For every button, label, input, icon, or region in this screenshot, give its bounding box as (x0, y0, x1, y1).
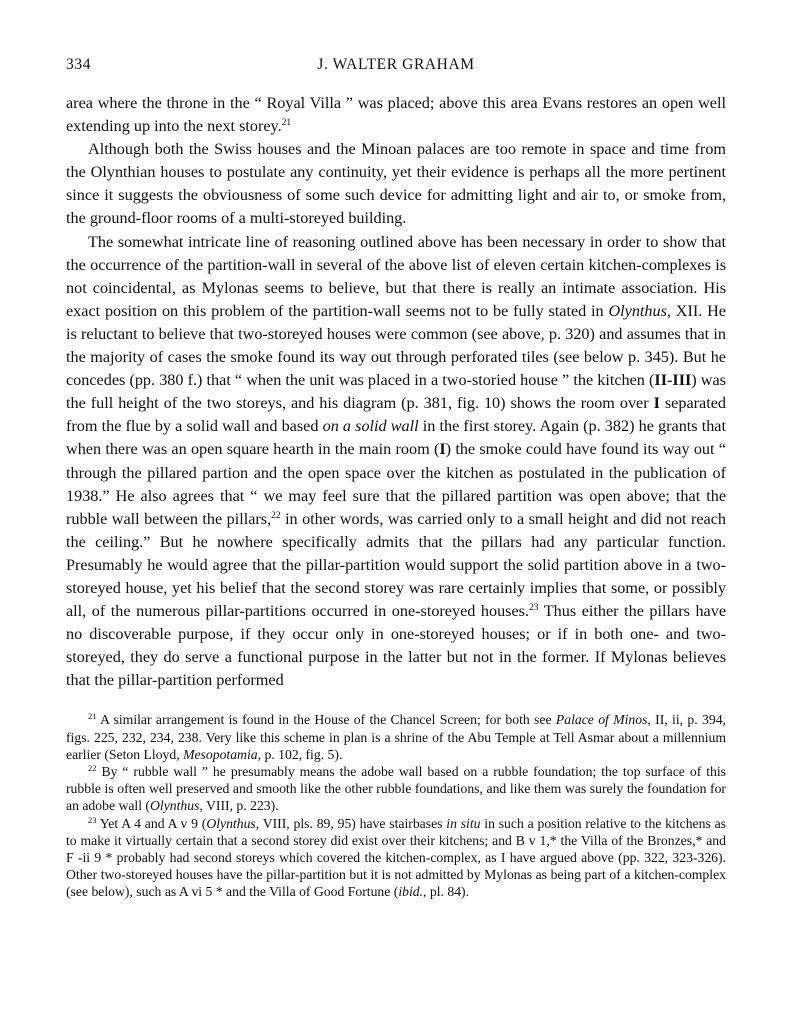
italic-text: ibid., (398, 884, 427, 900)
text-run: VIII, pls. 89, 95) have stairbases (259, 815, 447, 831)
body-text (66, 92, 726, 692)
italic-text: Olynthus, (206, 815, 260, 831)
footnote-ref: 23 (88, 814, 97, 825)
bold-text: II-III (654, 371, 692, 390)
italic-text: in situ (446, 815, 481, 831)
text-run: in such a position relative to the kitchens as to make it virtually certain that a second storey did exist over their kitchens; and B v 1,* the Villa of the Bronzes,* and F -ii 9 * probably had second storeys which covered the kitchen-complex, as I have argued above (pp. 322, 323-326). Other two-storeyed houses have the pillar-partition but it is not admitted by Mylonas as being part of a kitchen-complex (see below), such as A vi 5 * and the Villa of Good Fortune ( (66, 815, 726, 900)
footnote-21 (66, 711, 726, 763)
paragraph (66, 138, 726, 230)
paragraph (66, 231, 726, 693)
footnote-ref: 22 (271, 510, 281, 521)
italic-text: on a solid wall (322, 417, 419, 436)
text-run: Yet A 4 and A v 9 ( (96, 815, 207, 831)
footnote-23 (66, 815, 726, 901)
text-run: Although both the Swiss houses and the Minoan palaces are too remote in space and time from the Olynthian houses to postulate any continuity, yet their evidence is perhaps all the more pertinent since it suggests the obviousness of some such device for admitting light and air to, or smoke from, the ground-floor rooms of a multi-storeyed building. (66, 140, 726, 228)
footnote-22 (66, 763, 726, 815)
text-run: pl. 84). (426, 884, 470, 900)
italic-text: Olynthus, (608, 301, 671, 320)
footnote-ref: 23 (529, 603, 539, 614)
text-run: II, ii, p. 394, figs. 225, 232, 234, 238. Very like this scheme in plan is a shrine of the Abu Temple at Tell Asmar about a millennium earlier (Seton Lloyd, (66, 712, 726, 762)
page-header (66, 56, 726, 80)
running-head: J. WALTER GRAHAM (317, 56, 475, 73)
text-run: VIII, p. 223). (202, 798, 279, 814)
text-run: separated from the flue by a solid wall and based (66, 394, 726, 436)
bold-text: I (439, 440, 446, 459)
italic-text: Mesopotamia, (183, 746, 262, 762)
page (66, 56, 726, 901)
text-run: The somewhat intricate line of reasoning outlined above has been necessary in order to show that the occurrence of the partition-wall in several of the above list of eleven certain kitchen-complexes is not coincidental, as Mylonas seems to believe, but that there is really an intimate association. His exact position on this problem of the partition-wall seems not to be fully stated in (66, 232, 726, 320)
footnote-ref: 22 (88, 763, 97, 774)
italic-text: Palace of Minos, (555, 712, 651, 728)
text-run: By “ rubble wall ” he presumably means the adobe wall based on a rubble foundation; the top surface of this rubble is often well preserved and smooth like the other rubble foundations, and like them was surely the foundation for an adobe wall ( (66, 764, 726, 814)
paragraph-continued (66, 92, 726, 138)
footnote-ref: 21 (281, 118, 292, 129)
text-run: A similar arrangement is found in the House of the Chancel Screen; for both see (96, 712, 556, 728)
footnotes (66, 711, 726, 900)
text-run: Thus either the pillars have no discoverable purpose, if they occur only in one-storeyed houses; or if in both one- and two-storeyed, they do serve a functional purpose in the latter but not in the former. If Mylonas believes that the pillar-partition performed (66, 602, 727, 690)
page-number: 334 (66, 56, 92, 73)
italic-text: Olynthus, (150, 798, 203, 814)
text-run: in other words, was carried only to a small height and did not reach the ceiling.” But he nowhere specifically admits that the pillars had any particular function. Presumably he would agree that the pillar-partition would support the solid partition above in a two-storeyed house, yet his belief that the second storey was rare certainly implies that some, or possibly all, of the numerous pillar-partitions occurred in one-storeyed houses. (66, 509, 727, 621)
bold-text: I (653, 394, 660, 413)
text-run: in the first storey. Again (p. 382) he grants that when there was an open square hearth in the main room ( (66, 417, 726, 459)
text-run: XII. He is reluctant to believe that two-storeyed houses were common (see above, p. 320) and assumes that in the majority of cases the smoke found its way out through perforated tiles (see below p. 345). But he concedes (pp. 380 f.) that “ when the unit was placed in a two-storied house ” the kitchen ( (66, 301, 726, 390)
footnote-ref: 21 (88, 711, 97, 722)
text-run: ) was the full height of the two storeys, and his diagram (p. 381, fig. 10) shows the room over (66, 371, 726, 413)
text-run: p. 102, fig. 5). (261, 746, 343, 762)
text-run: ) the smoke could have found its way out “ through the pillared partion and the open space over the kitchen as postulated in the publication of 1938.” He also agrees that “ we may feel sure that the pillared partition was open above; that the rubble wall between the pillars, (66, 440, 726, 528)
text-run: area where the throne in the “ Royal Villa ” was placed; above this area Evans restores an open well extending up into the next storey. (66, 94, 726, 136)
